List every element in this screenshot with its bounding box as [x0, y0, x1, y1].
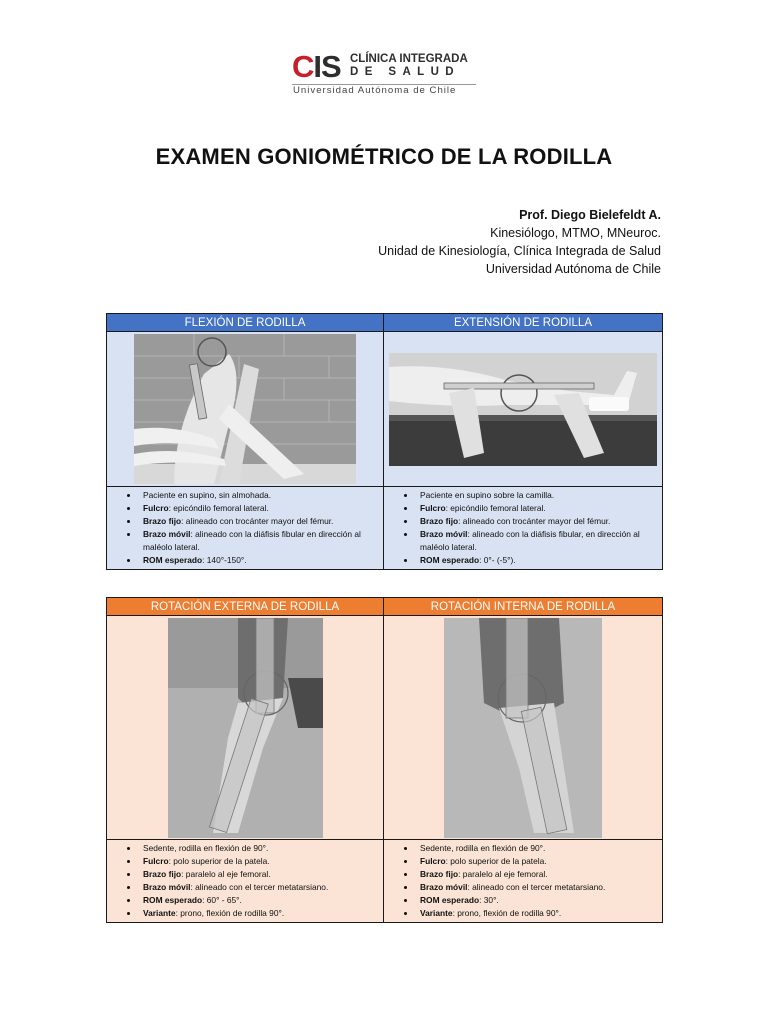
knee-flexion-photo-icon [134, 334, 356, 484]
extension-points-list [388, 489, 658, 567]
internal-rotation-header: ROTACIÓN INTERNA DE RODILLA [384, 598, 663, 616]
list-item: • Brazo móvil: alineado con el tercer metatarsiano. [139, 881, 379, 894]
list-item: • Fulcro: polo superior de la patela. [416, 855, 658, 868]
external-rotation-points-list [111, 842, 379, 920]
list-item: • Sedente, rodilla en flexión de 90°. [139, 842, 379, 855]
author-credentials: Kinesiólogo, MTMO, MNeuroc. [490, 226, 661, 240]
list-item: • Brazo fijo: alineado con trocánter mayor del fémur. [139, 515, 379, 528]
author-name: Prof. Diego Bielefeldt A. [519, 208, 661, 222]
internal-rotation-points-list [388, 842, 658, 920]
flexion-points-list [111, 489, 379, 567]
logo-cis-mark [292, 50, 341, 84]
logo-letters-is: IS [313, 49, 341, 84]
flexion-photo-cell [107, 332, 384, 487]
list-item: • Sedente, rodilla en flexión de 90°. [416, 842, 658, 855]
list-item: • Brazo fijo: alineado con trocánter mayor del fémur. [416, 515, 658, 528]
author-block [378, 206, 661, 278]
list-item: • Fulcro: polo superior de la patela. [139, 855, 379, 868]
logo-line-2: DE SALUD [350, 66, 460, 78]
logo-university: Universidad Autónoma de Chile [293, 85, 457, 96]
clinic-logo [292, 50, 478, 96]
external-rotation-header: ROTACIÓN EXTERNA DE RODILLA [107, 598, 384, 616]
list-item: • Brazo fijo: paralelo al eje femoral. [416, 868, 658, 881]
list-item: • Fulcro: epicóndilo femoral lateral. [416, 502, 658, 515]
list-item: • Variante: prono, flexión de rodilla 90°. [139, 907, 379, 920]
author-university: Universidad Autónoma de Chile [485, 262, 661, 276]
page-title: EXAMEN GONIOMÉTRICO DE LA RODILLA [155, 144, 613, 169]
extension-instructions [384, 487, 663, 570]
list-item: • Brazo fijo: paralelo al eje femoral. [139, 868, 379, 881]
flexion-extension-table [106, 313, 663, 570]
external-rotation-instructions [107, 840, 384, 923]
flexion-header: FLEXIÓN DE RODILLA [107, 314, 384, 332]
author-unit: Unidad de Kinesiología, Clínica Integrada de Salud [378, 244, 661, 258]
list-item: • Brazo móvil: alineado con el tercer metatarsiano. [416, 881, 658, 894]
flexion-instructions [107, 487, 384, 570]
rotation-table [106, 597, 663, 923]
knee-extension-photo-icon [389, 353, 657, 466]
knee-external-rotation-photo-icon [168, 618, 323, 838]
extension-photo-cell [384, 332, 663, 487]
list-item: • Variante: prono, flexión de rodilla 90°. [416, 907, 658, 920]
list-item: • ROM esperado: 0°- (-5°). [416, 554, 658, 567]
list-item: • Paciente en supino sobre la camilla. [416, 489, 658, 502]
external-rotation-photo-cell [107, 616, 384, 840]
list-item: • ROM esperado: 60° - 65°. [139, 894, 379, 907]
internal-rotation-photo-cell [384, 616, 663, 840]
logo-line-1: CLÍNICA INTEGRADA [350, 53, 468, 65]
list-item: • ROM esperado: 30°. [416, 894, 658, 907]
extension-header: EXTENSIÓN DE RODILLA [384, 314, 663, 332]
knee-internal-rotation-photo-icon [444, 618, 602, 838]
list-item: • ROM esperado: 140°-150°. [139, 554, 379, 567]
internal-rotation-instructions [384, 840, 663, 923]
list-item: • Brazo móvil: alineado con la diáfisis fibular, en dirección al maléolo lateral. [416, 528, 658, 554]
list-item: • Paciente en supino, sin almohada. [139, 489, 379, 502]
list-item: • Brazo móvil: alineado con la diáfisis fibular en dirección al maléolo lateral. [139, 528, 379, 554]
list-item: • Fulcro: epicóndilo femoral lateral. [139, 502, 379, 515]
logo-letter-c: C [292, 49, 314, 84]
